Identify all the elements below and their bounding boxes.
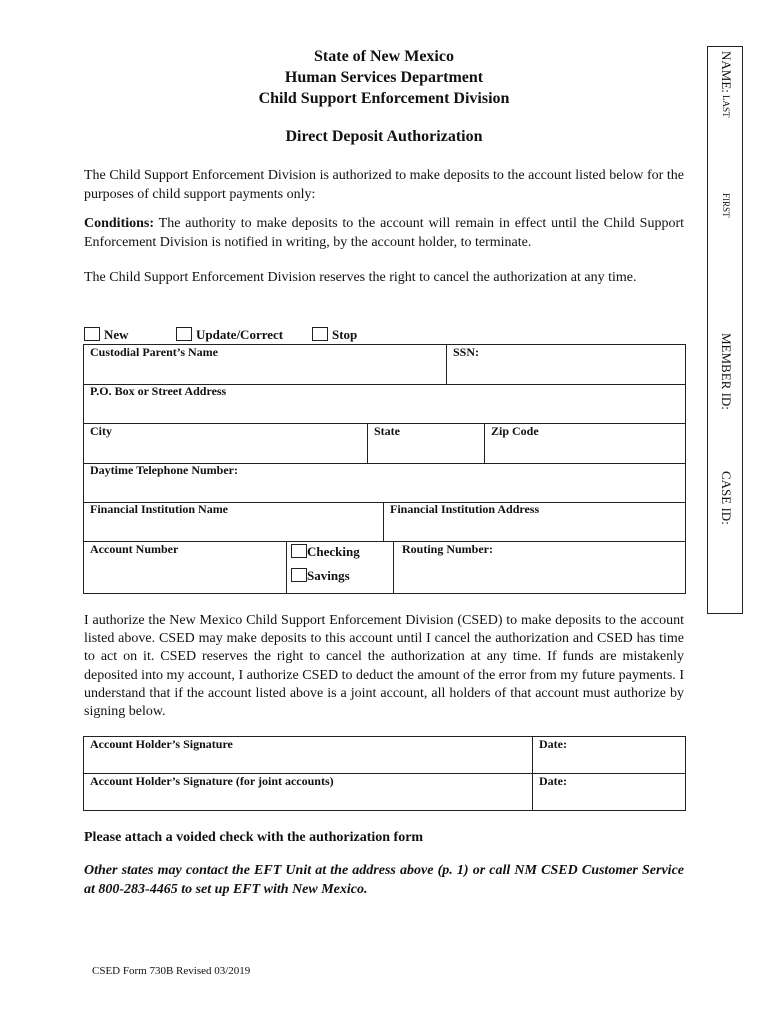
holder-signature-field[interactable]: Account Holder’s Signature (90, 737, 233, 751)
city-field[interactable]: City (90, 424, 112, 438)
savings-option[interactable] (291, 568, 350, 584)
option-stop[interactable] (312, 327, 357, 343)
account-number-field[interactable]: Account Number (90, 542, 179, 556)
sidebar-name-label: NAME: (719, 51, 734, 93)
authorization-paragraph: I authorize the New Mexico Child Support Enforcement Division (CSED) to make deposits to the account listed above. CSED may make deposits to this account until I cancel the authorization and CSED has time to act on it. CSED reserves the right to cancel the authorization at any time. If funds are mistakenly deposited into my account, I authorize CSED to deduct the amount of the error from my future payments. I understand that if the account listed above is a joint account, all holders of that account must authorize by signing below. (84, 613, 684, 720)
state-field[interactable]: State (374, 424, 400, 438)
reserve-right-paragraph: The Child Support Enforcement Division reserves the right to cancel the authorization at any time. (84, 270, 637, 285)
new-checkbox[interactable] (84, 327, 100, 341)
checking-label: Checking (307, 544, 360, 559)
update-checkbox[interactable] (176, 327, 192, 341)
agency-state: State of New Mexico (314, 48, 454, 65)
fin-institution-address-field[interactable]: Financial Institution Address (390, 502, 540, 516)
address-field[interactable]: P.O. Box or Street Address (90, 384, 227, 398)
conditions-text: The authority to make deposits to the account will remain in effect until the Child Support Enforcement Division is notified in writing, by the account holder, to terminate. (84, 216, 684, 250)
form-title: Direct Deposit Authorization (285, 128, 483, 145)
new-label: New (104, 327, 129, 342)
stop-label: Stop (332, 327, 358, 342)
checking-checkbox[interactable] (291, 544, 307, 558)
agency-division: Child Support Enforcement Division (258, 90, 510, 107)
attach-check-note: Please attach a voided check with the authorization form (84, 830, 424, 845)
col-divider (393, 541, 394, 594)
stop-checkbox[interactable] (312, 327, 328, 341)
conditions-paragraph (84, 214, 684, 252)
ssn-field[interactable]: SSN: (453, 345, 480, 359)
joint-signature-date-field[interactable]: Date: (539, 774, 567, 788)
sidebar-case-id-label: CASE ID: (719, 471, 734, 525)
form-number-footer: CSED Form 730B Revised 03/2019 (92, 965, 251, 977)
sidebar-member-id-label: MEMBER ID: (719, 333, 734, 410)
savings-label: Savings (307, 568, 350, 583)
col-divider (286, 541, 287, 594)
option-new[interactable] (84, 327, 129, 343)
phone-field[interactable]: Daytime Telephone Number: (90, 463, 238, 477)
savings-checkbox[interactable] (291, 568, 307, 582)
zip-field[interactable]: Zip Code (491, 424, 539, 438)
agency-department: Human Services Department (284, 69, 484, 86)
custodial-parent-field[interactable]: Custodial Parent’s Name (90, 345, 218, 359)
routing-number-field[interactable]: Routing Number: (402, 542, 494, 556)
update-label: Update/Correct (196, 327, 284, 342)
checking-option[interactable] (291, 544, 360, 560)
option-update[interactable] (176, 327, 283, 343)
intro-paragraph: The Child Support Enforcement Division is authorized to make deposits to the account listed below for the purposes of child support payments only: (84, 168, 684, 202)
other-states-note: Other states may contact the EFT Unit at the address above (p. 1) or call NM CSED Customer Service at 800-283-4465 to set up EFT with New Mexico. (84, 863, 684, 897)
case-info-sidebar (707, 46, 743, 614)
signature-date-field[interactable]: Date: (539, 737, 567, 751)
sidebar-first-label: FIRST (721, 193, 731, 218)
joint-signature-field[interactable]: Account Holder’s Signature (for joint accounts) (90, 774, 334, 788)
fin-institution-name-field[interactable]: Financial Institution Name (90, 502, 229, 516)
conditions-label: Conditions: (84, 216, 155, 231)
sidebar-last-label: LAST (721, 95, 731, 118)
